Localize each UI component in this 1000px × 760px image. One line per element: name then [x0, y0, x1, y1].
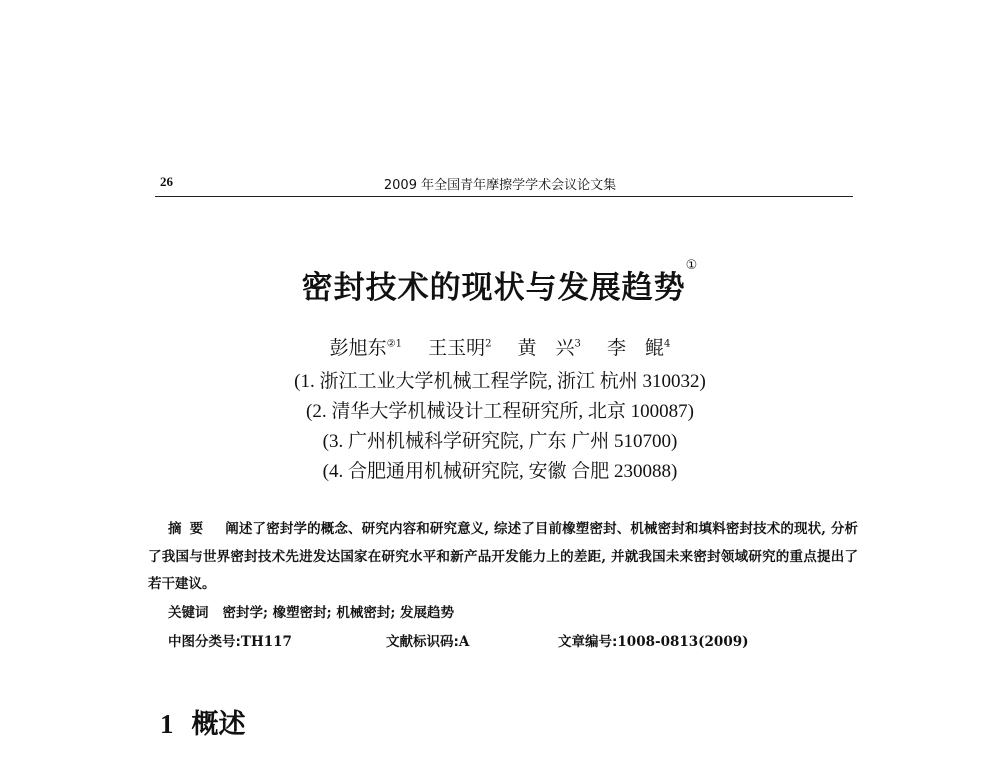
author-list	[0, 333, 1000, 360]
author-name: 彭旭东	[329, 337, 387, 359]
author-affiliation-mark: 2	[485, 338, 492, 350]
author-affiliation-mark: ②1	[386, 338, 403, 350]
title-text: 密封技术的现状与发展趋势	[301, 270, 686, 306]
affiliation: (2. 清华大学机械设计工程研究所, 北京 100087)	[306, 401, 694, 422]
affiliation: (1. 浙江工业大学机械工程学院, 浙江 杭州 310032)	[294, 371, 706, 392]
author-name: 李 鲲	[606, 337, 664, 359]
article-number-label: 文章编号:	[558, 634, 618, 650]
author-affiliation-mark: 3	[574, 338, 581, 350]
author	[607, 337, 670, 359]
page-number: 26	[160, 174, 173, 189]
doc-code-label: 文献标识码:	[386, 634, 459, 650]
author-affiliation-mark: 4	[663, 338, 671, 350]
section-title: 概述	[191, 709, 246, 740]
author	[330, 337, 402, 359]
abstract-label: 摘要	[168, 521, 212, 537]
title-footnote-mark: ①	[685, 258, 699, 273]
author-name: 黄 兴	[517, 337, 575, 359]
abstract-text: 阐述了密封学的概念、研究内容和研究意义, 综述了目前橡塑密封、机械密封和填料密封技术的现状, 分析了我国与世界密封技术先进发达国家在研究水平和新产品开发能力上的差距, 并就我国未来密封领域研究的重点提出了若干建议。	[148, 521, 858, 592]
keywords-label: 关键词	[168, 605, 209, 621]
affiliation: (4. 合肥通用机械研究院, 安徽 合肥 230088)	[322, 461, 678, 482]
section-number: 1	[160, 709, 174, 739]
doc-code-value: A	[458, 634, 470, 650]
section-heading	[160, 702, 246, 741]
paper-title	[0, 258, 1000, 307]
keywords-text: 密封学; 橡塑密封; 机械密封; 发展趋势	[222, 605, 455, 621]
header-rule	[155, 196, 853, 197]
article-number-value: 1008-0813(2009)	[617, 634, 749, 650]
author	[428, 337, 491, 359]
keywords	[168, 601, 454, 621]
clc-value: TH117	[240, 634, 292, 650]
running-header: 2009 年全国青年摩擦学学术会议论文集	[383, 178, 617, 193]
abstract	[148, 516, 858, 599]
author	[518, 337, 581, 359]
clc-label: 中图分类号:	[168, 634, 241, 650]
affiliation: (3. 广州机械科学研究院, 广东 广州 510700)	[322, 431, 678, 452]
author-name: 王玉明	[428, 337, 486, 359]
